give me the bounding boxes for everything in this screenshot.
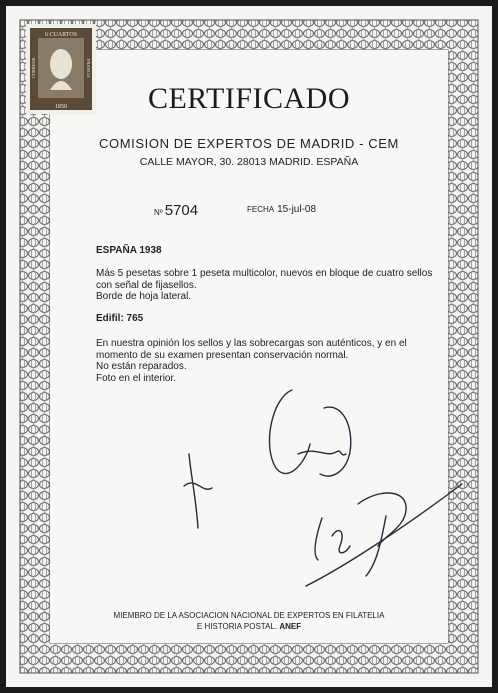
svg-text:1850: 1850 bbox=[55, 104, 67, 110]
description-text: Más 5 pesetas sobre 1 peseta multicolor, nuevos en bloque de cuatro sellos con señal de fijasellos. bbox=[96, 268, 433, 291]
certificate-sheet bbox=[6, 6, 492, 687]
item-description bbox=[96, 268, 436, 303]
organization-name: COMISION DE EXPERTOS DE MADRID - CEM bbox=[99, 136, 399, 151]
expert-opinion bbox=[96, 338, 436, 384]
opinion-text: En nuestra opinión los sellos y las sobrecargas son auténticos, y en el momento de su examen presentan conservación normal. bbox=[96, 338, 407, 361]
item-heading: ESPAÑA 1938 bbox=[96, 245, 162, 256]
footer-line-1: MIEMBRO DE LA ASOCIACION NACIONAL DE EXPERTOS EN FILATELIA bbox=[113, 611, 385, 620]
number-value: 5704 bbox=[164, 202, 199, 219]
certificate-title: CERTIFICADO bbox=[147, 82, 351, 115]
footer-line-2-text: E HISTORIA POSTAL. bbox=[196, 622, 280, 631]
footer bbox=[6, 610, 492, 632]
svg-text:6 CUARTOS: 6 CUARTOS bbox=[44, 32, 78, 38]
footer-line-2 bbox=[6, 621, 492, 632]
svg-text:CORREOS: CORREOS bbox=[31, 57, 36, 79]
number-label: Nº bbox=[154, 208, 163, 217]
repair-text: No están reparados. bbox=[96, 361, 187, 372]
certificate-date bbox=[247, 204, 316, 215]
date-label: FECHA bbox=[247, 205, 275, 214]
certificate-number bbox=[154, 202, 198, 219]
organization-address: CALLE MAYOR, 30. 28013 MADRID. ESPAÑA bbox=[139, 156, 359, 168]
edifil-number: Edifil: 765 bbox=[96, 313, 144, 324]
footer-anef: ANEF bbox=[279, 622, 302, 631]
date-value: 15-jul-08 bbox=[277, 204, 317, 215]
svg-text:FRANCO: FRANCO bbox=[86, 58, 91, 78]
photo-text: Foto en el interior. bbox=[96, 372, 177, 384]
edge-text: Borde de hoja lateral. bbox=[96, 291, 192, 302]
